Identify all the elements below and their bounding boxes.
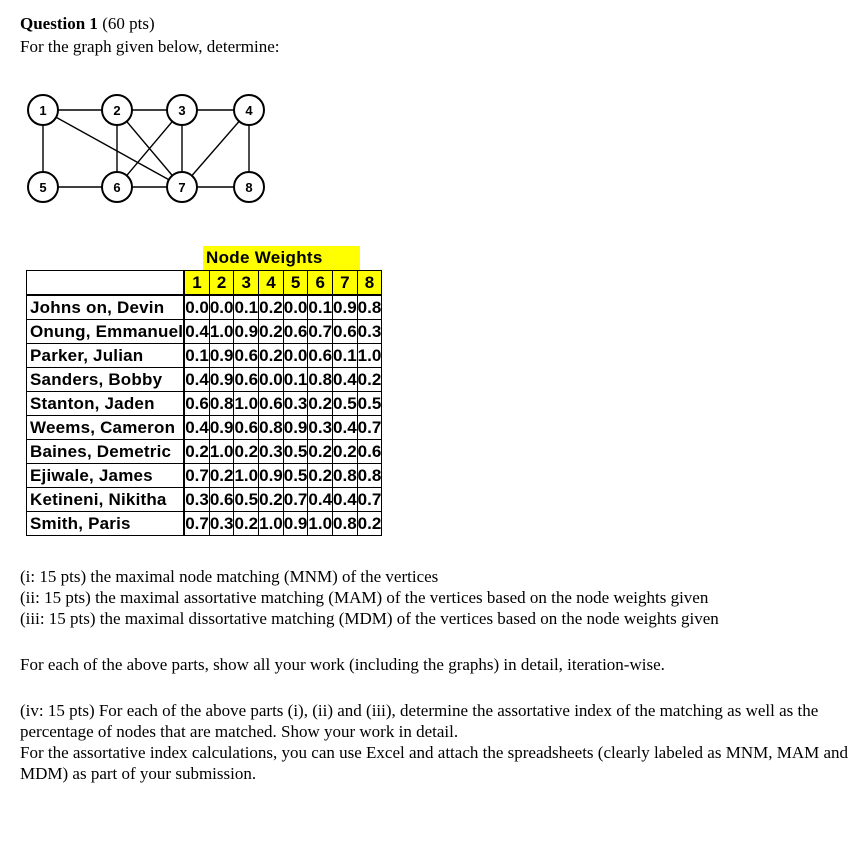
node-label: 2 bbox=[113, 103, 121, 118]
column-header-node-2: 2 bbox=[209, 271, 234, 296]
weight-cell: 0.2 bbox=[333, 440, 358, 464]
weight-cell: 0.5 bbox=[333, 392, 358, 416]
weight-cell: 0.3 bbox=[184, 488, 209, 512]
weight-cell: 0.8 bbox=[259, 416, 284, 440]
graph-node-7 bbox=[167, 172, 197, 202]
weight-cell: 0.7 bbox=[283, 488, 308, 512]
weight-cell: 0.2 bbox=[308, 440, 333, 464]
weight-cell: 0.6 bbox=[283, 320, 308, 344]
question-number: Question 1 bbox=[20, 14, 98, 33]
weight-cell: 0.3 bbox=[357, 320, 382, 344]
weight-cell: 0.2 bbox=[234, 512, 259, 536]
student-name-cell: Onung, Emmanuel bbox=[27, 320, 185, 344]
weight-cell: 0.4 bbox=[333, 416, 358, 440]
weight-cell: 0.8 bbox=[333, 464, 358, 488]
weight-cell: 0.2 bbox=[308, 464, 333, 488]
weight-cell: 0.0 bbox=[209, 295, 234, 320]
weight-cell: 0.2 bbox=[259, 488, 284, 512]
table-row bbox=[27, 488, 382, 512]
weight-cell: 0.0 bbox=[184, 295, 209, 320]
weight-cell: 0.2 bbox=[259, 344, 284, 368]
weight-cell: 0.1 bbox=[283, 368, 308, 392]
weight-cell: 0.3 bbox=[308, 416, 333, 440]
weight-cell: 0.3 bbox=[283, 392, 308, 416]
weight-cell: 0.6 bbox=[184, 392, 209, 416]
excel-instructions-text: For the assortative index calculations, you can use Excel and attach the spreadsheets (clearly labeled as MNM, MAM and MDM) as part of your submission. bbox=[20, 743, 849, 783]
weight-cell: 0.5 bbox=[234, 488, 259, 512]
weight-cell: 0.5 bbox=[283, 440, 308, 464]
student-name-cell: Smith, Paris bbox=[27, 512, 185, 536]
weight-cell: 0.1 bbox=[234, 295, 259, 320]
weight-cell: 0.9 bbox=[209, 416, 234, 440]
weight-cell: 0.5 bbox=[283, 464, 308, 488]
table-row bbox=[27, 440, 382, 464]
weight-cell: 0.2 bbox=[259, 320, 284, 344]
node-weights-header: Node Weights bbox=[203, 246, 360, 270]
weight-cell: 0.2 bbox=[259, 295, 284, 320]
weight-cell: 0.8 bbox=[209, 392, 234, 416]
weight-cell: 0.0 bbox=[283, 344, 308, 368]
weight-cell: 0.9 bbox=[209, 368, 234, 392]
table-row bbox=[27, 416, 382, 440]
weight-cell: 0.8 bbox=[357, 464, 382, 488]
student-name-cell: Stanton, Jaden bbox=[27, 392, 185, 416]
weight-cell: 0.7 bbox=[357, 488, 382, 512]
weight-cell: 0.8 bbox=[333, 512, 358, 536]
student-name-cell: Ejiwale, James bbox=[27, 464, 185, 488]
weight-cell: 0.1 bbox=[308, 295, 333, 320]
table-row bbox=[27, 464, 382, 488]
weight-cell: 0.0 bbox=[259, 368, 284, 392]
weight-cell: 0.4 bbox=[333, 368, 358, 392]
graph-node-3 bbox=[167, 95, 197, 125]
node-label: 8 bbox=[245, 180, 253, 195]
student-name-cell: Weems, Cameron bbox=[27, 416, 185, 440]
weight-cell: 0.5 bbox=[357, 392, 382, 416]
table-row bbox=[27, 344, 382, 368]
table-row bbox=[27, 512, 382, 536]
weight-cell: 0.3 bbox=[209, 512, 234, 536]
table-row bbox=[27, 320, 382, 344]
weight-cell: 1.0 bbox=[357, 344, 382, 368]
column-header-node-3: 3 bbox=[234, 271, 259, 296]
weight-cell: 0.2 bbox=[184, 440, 209, 464]
weight-cell: 0.9 bbox=[234, 320, 259, 344]
weight-cell: 0.4 bbox=[184, 368, 209, 392]
graph-node-6 bbox=[102, 172, 132, 202]
graph-node-8 bbox=[234, 172, 264, 202]
part-ii-text: (ii: 15 pts) the maximal assortative matching (MAM) of the vertices based on the node weights given bbox=[20, 588, 709, 607]
question-points: (60 pts) bbox=[97, 14, 155, 33]
node-label: 4 bbox=[245, 103, 253, 118]
column-header-node-7: 7 bbox=[333, 271, 358, 296]
column-header-node-8: 8 bbox=[357, 271, 382, 296]
weight-cell: 0.8 bbox=[357, 295, 382, 320]
column-header-node-5: 5 bbox=[283, 271, 308, 296]
question-intro: For the graph given below, determine: bbox=[20, 37, 280, 56]
weight-cell: 0.9 bbox=[209, 344, 234, 368]
student-name-cell: Sanders, Bobby bbox=[27, 368, 185, 392]
weight-cell: 1.0 bbox=[308, 512, 333, 536]
table-row bbox=[27, 295, 382, 320]
student-name-cell: Johns on, Devin bbox=[27, 295, 185, 320]
weight-cell: 0.1 bbox=[184, 344, 209, 368]
table-corner-cell bbox=[27, 271, 185, 296]
weight-cell: 0.2 bbox=[357, 512, 382, 536]
weight-cell: 0.2 bbox=[357, 368, 382, 392]
node-label: 1 bbox=[39, 103, 47, 118]
weight-cell: 1.0 bbox=[259, 512, 284, 536]
weight-cell: 0.0 bbox=[283, 295, 308, 320]
weight-cell: 0.1 bbox=[333, 344, 358, 368]
weight-cell: 0.7 bbox=[184, 464, 209, 488]
node-label: 5 bbox=[39, 180, 47, 195]
weight-cell: 0.9 bbox=[283, 416, 308, 440]
weight-cell: 0.4 bbox=[333, 488, 358, 512]
weight-cell: 0.7 bbox=[357, 416, 382, 440]
column-header-node-4: 4 bbox=[259, 271, 284, 296]
weight-cell: 0.4 bbox=[184, 416, 209, 440]
weight-cell: 0.4 bbox=[184, 320, 209, 344]
weight-cell: 0.2 bbox=[234, 440, 259, 464]
weight-cell: 0.6 bbox=[234, 416, 259, 440]
table-header-row bbox=[27, 271, 382, 296]
part-i-text: (i: 15 pts) the maximal node matching (MNM) of the vertices bbox=[20, 567, 439, 586]
weight-cell: 1.0 bbox=[209, 320, 234, 344]
node-label: 7 bbox=[178, 180, 186, 195]
weight-cell: 0.6 bbox=[259, 392, 284, 416]
graph-node-2 bbox=[102, 95, 132, 125]
weight-cell: 0.9 bbox=[259, 464, 284, 488]
weight-cell: 0.7 bbox=[184, 512, 209, 536]
column-header-node-6: 6 bbox=[308, 271, 333, 296]
weight-cell: 0.2 bbox=[209, 464, 234, 488]
node-label: 3 bbox=[178, 103, 186, 118]
graph-node-4 bbox=[234, 95, 264, 125]
weight-cell: 1.0 bbox=[234, 392, 259, 416]
weight-cell: 1.0 bbox=[209, 440, 234, 464]
weight-cell: 0.9 bbox=[283, 512, 308, 536]
graph-diagram bbox=[0, 0, 300, 215]
weight-cell: 0.9 bbox=[333, 295, 358, 320]
graph-node-1 bbox=[28, 95, 58, 125]
student-name-cell: Baines, Demetric bbox=[27, 440, 185, 464]
show-work-text: For each of the above parts, show all your work (including the graphs) in detail, iteration-wise. bbox=[20, 655, 665, 674]
weight-cell: 0.8 bbox=[308, 368, 333, 392]
weight-cell: 0.6 bbox=[234, 368, 259, 392]
node-weights-table bbox=[26, 270, 382, 536]
student-name-cell: Parker, Julian bbox=[27, 344, 185, 368]
weight-cell: 0.6 bbox=[209, 488, 234, 512]
weight-cell: 0.6 bbox=[308, 344, 333, 368]
weight-cell: 0.2 bbox=[308, 392, 333, 416]
weight-cell: 0.6 bbox=[357, 440, 382, 464]
column-header-node-1: 1 bbox=[184, 271, 209, 296]
part-iv-text: (iv: 15 pts) For each of the above parts (i), (ii) and (iii), determine the assortative index of the matching as well as the percentage of nodes that are matched. Show your work in detail. bbox=[20, 701, 819, 741]
weight-cell: 0.4 bbox=[308, 488, 333, 512]
node-label: 6 bbox=[113, 180, 121, 195]
student-name-cell: Ketineni, Nikitha bbox=[27, 488, 185, 512]
weight-cell: 0.3 bbox=[259, 440, 284, 464]
weight-cell: 1.0 bbox=[234, 464, 259, 488]
part-iii-text: (iii: 15 pts) the maximal dissortative matching (MDM) of the vertices based on the node weights given bbox=[20, 609, 719, 628]
table-row bbox=[27, 368, 382, 392]
weight-cell: 0.6 bbox=[234, 344, 259, 368]
table-row bbox=[27, 392, 382, 416]
weight-cell: 0.7 bbox=[308, 320, 333, 344]
weight-cell: 0.6 bbox=[333, 320, 358, 344]
graph-node-5 bbox=[28, 172, 58, 202]
